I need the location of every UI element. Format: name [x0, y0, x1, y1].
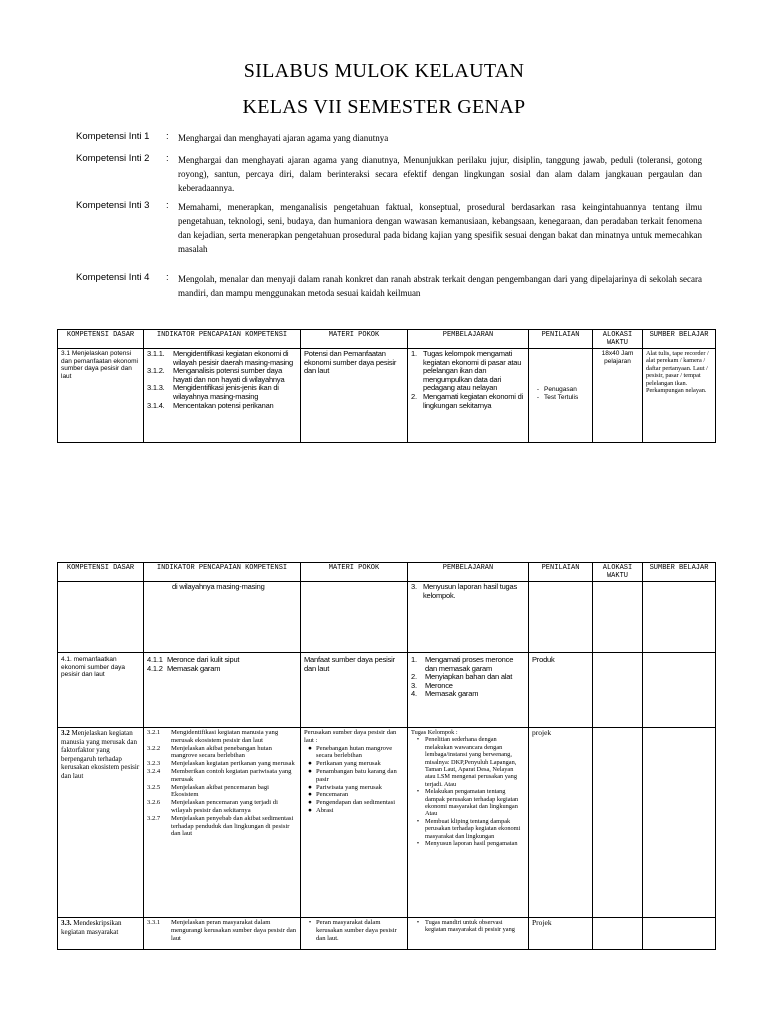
list-item: 3. Menyusun laporan hasil tugas kelompok. — [411, 582, 518, 600]
header-indikator: INDIKATOR PENCAPAIAN KOMPETENSI — [144, 563, 301, 582]
table-row — [58, 582, 716, 653]
kd-cell: 3.3. Mendeskripsikan kegiatan masyarakat — [58, 918, 144, 950]
list-item: 1. Tugas kelompok mengamati kegiatan ekonomi di pasar atau pelelangan ikan dan mengumpulkan data dari pedagang atau nelayan — [411, 349, 522, 393]
document-subtitle: KELAS VII SEMESTER GENAP — [242, 96, 526, 118]
materi-cell: Manfaat sumber daya pesisir dan laut — [301, 653, 408, 728]
list-item: 3.1.2. Menganalisis potensi sumber daya hayati dan non hayati di wilayahnya — [147, 366, 285, 384]
indikator-cell — [144, 653, 301, 728]
list-item: • Melakukan pengamatan tentang dampak perusakan terhadap kegiatan ekonomi masyarakat dan lingkungan Atau — [416, 788, 519, 818]
list-item: 3.1.3. Mengidentifikasi jenis-jenis ikan di wilayahnya masing-masing — [147, 383, 279, 401]
header-materi: MATERI POKOK — [301, 563, 408, 582]
kd-cell: 3.2 Menjelaskan kegiatan manusia yang merusak dan faktorfaktor yang berpengaruh terhadap kerusakan ekosistem pesisir dan laut — [58, 728, 144, 918]
list-item: 3.2.5 Menjelaskan akibat pencemaran bagi Ekosistem — [147, 783, 269, 799]
header-kd: KOMPETENSI DASAR — [58, 563, 144, 582]
table-row — [58, 918, 716, 950]
list-item: 4.1.1 Meronce dari kulit siput — [147, 655, 240, 664]
header-pembelajaran: PEMBELAJARAN — [408, 330, 529, 349]
list-item: - Test Tertulis — [536, 393, 579, 401]
kd-cell: 4.1. memanfaatkan ekonomi sumber daya pesisir dan laut — [58, 653, 144, 728]
header-penilaian: PENILAIAN — [529, 563, 593, 582]
list-item: • Penelitian sederhana dengan melakukan wawancara dengan lembaga/instansi yang berwenang, misalnya: DKP,Penyuluh Lapangan, Taman Laut, Aparat Desa, Nelayan atau LSM mengenai perusakan yang terjadi. Atau — [416, 736, 517, 788]
list-item: 3.1.1. Mengidentifikasi kegiatan ekonomi di wilayah pesisir daerah masing-masing — [147, 349, 293, 367]
indikator-cell — [144, 728, 301, 918]
list-item: 3.2.2 Menjelaskan akibat penebangan hutan mangrove secara berlebihan — [147, 744, 272, 760]
header-pembelajaran: PEMBELAJARAN — [408, 563, 529, 582]
header-indikator: INDIKATOR PENCAPAIAN KOMPETENSI — [144, 330, 301, 349]
header-waktu: ALOKASI WAKTU — [593, 563, 643, 582]
materi-cell: Perusakan sumber daya pesisir dan laut : ● Penebangan hutan mangrove secara berlebihan ● Perikanan yang merusak ● Penambangan batu karang dan pasir ● Pariwisata yang merusak ● Pencemaran ● Pengendapan dan sedimentasi ● Abrasi — [301, 728, 408, 918]
header-sumber: SUMBER BELAJAR — [643, 330, 716, 349]
header-kd: KOMPETENSI DASAR — [58, 330, 144, 349]
ki-colon: : — [166, 153, 169, 164]
header-materi: MATERI POKOK — [301, 330, 408, 349]
header-penilaian: PENILAIAN — [529, 330, 593, 349]
list-item: • Peran masyarakat dalam kerusakan sumber daya pesisir dan laut. — [308, 919, 397, 942]
ki-colon: : — [166, 200, 169, 211]
list-item: 4.1.2 Memasak garam — [147, 663, 221, 673]
list-item: 3.3.1 Menjelaskan peran masyarakat dalam mengurangi kerusakan sumber daya pesisir dan laut — [147, 919, 297, 942]
kd-cell: 3.1 Menjelaskan potensi dan pemanfaatan ekonomi sumber daya pesisir dan laut — [58, 349, 144, 443]
ki-text: Memahami, menerapkan, menganalisis pengetahuan faktual, konseptual, prosedural berdasarkan rasa keingintahuannya tentang ilmu pengetahuan, teknologi, seni, budaya, dan humaniora dengan wawasan kemanusiaan, kebangsaan, kenegaraan, dan peradaban terkait fenomena dan kejadian, serta menerapkan pengetahuan prosedural pada bidang kajian yang spesifik sesuai dengan bakat dan minatnya untuk memecahkan masalah — [178, 202, 702, 254]
list-item: • Membuat kliping tentang dampak perusakan terhadap kegiatan ekonomi masyarakat dan lingkungan — [416, 817, 521, 840]
ki-text: Menghargai dan menghayati ajaran agama yang dianutnya, Menunjukkan perilaku jujur, disiplin, tanggung jawab, peduli (toleransi, gotong royong), santun, percaya diri, dalam berinteraksi secara efektif dengan lingkungan sosial dan alam dalam jangkauan pergaulan dan keberadaannya. — [178, 155, 702, 193]
list-item: • Tugas mandiri untuk observasi kegiatan masyarakat di pesisir yang — [416, 919, 515, 934]
indikator-cell — [144, 918, 301, 950]
syllabus-table-2 — [57, 562, 716, 950]
ki-colon: : — [166, 272, 169, 283]
list-item: 3.2.7 Menjelaskan penyebab dan akibat sedimentasi terhadap penduduk dan lingkungan di pesisir dan laut — [147, 814, 294, 838]
ki-label: Kompetensi Inti 4 — [76, 272, 150, 283]
ki-label: Kompetensi Inti 1 — [76, 131, 150, 142]
penilaian-cell: projek — [529, 728, 593, 918]
ki-text: Mengolah, menalar dan menyaji dalam ranah konkret dan ranah abstrak terkait dengan pengembangan dari yang dipelajarinya di sekolah secara mandiri, dan mampu menggunakan metoda sesuai kaidah keilmuan — [178, 274, 702, 298]
pembelajaran-cell — [408, 918, 529, 950]
table-row — [58, 349, 716, 443]
penilaian-cell: Projek — [529, 918, 593, 950]
list-item: ● Pencemaran — [308, 791, 349, 799]
document-title: SILABUS MULOK KELAUTAN — [243, 60, 525, 82]
materi-cell: Potensi dan Pemanfaatan ekonomi sumber daya pesisir dan laut — [301, 349, 408, 443]
list-item: ● Pariwisata yang merusak — [308, 783, 382, 791]
list-item: ● Penebangan hutan mangrove secara berlebihan — [308, 744, 393, 760]
ki-label: Kompetensi Inti 3 — [76, 200, 150, 211]
table-header-row — [58, 330, 716, 349]
waktu-cell: 18x40 Jam pelajaran — [593, 349, 643, 443]
ki-label: Kompetensi Inti 2 — [76, 153, 150, 164]
list-item: - Penugasan — [536, 386, 577, 393]
pembelajaran-cell — [408, 653, 529, 728]
penilaian-cell: Produk — [529, 653, 593, 728]
table-header-row — [58, 563, 716, 582]
header-sumber: SUMBER BELAJAR — [643, 563, 716, 582]
list-item: 1. Mengamati proses meronce dan memasak garam — [411, 655, 514, 673]
list-item: 2. Menyiapkan bahan dan alat — [411, 672, 513, 682]
table-row — [58, 728, 716, 918]
indikator-cell — [144, 349, 301, 443]
list-item: ● Penambangan batu karang dan pasir — [308, 767, 397, 783]
list-item: ● Abrasi — [308, 806, 334, 814]
indikator-cell: di wilayahnya masing-masing — [144, 582, 301, 653]
syllabus-table-1 — [57, 329, 716, 443]
sumber-cell: Alat tulis, tape recorder / alat perekam / kamera / daftar pertanyaan. Laut / pesisir, pasar / tempat pelelangan ikan. Perkampungan nelayan. — [643, 349, 716, 443]
ki-colon: : — [166, 131, 169, 142]
list-item: 3. Meronce — [411, 680, 453, 690]
list-item: 3.2.4 Memberikan contoh kegiatan pariwisata yang merusak — [147, 767, 292, 783]
list-item: 4. Memasak garam — [411, 689, 479, 699]
materi-cell — [301, 918, 408, 950]
list-item: 2. Mengamati kegiatan ekonomi di lingkungan sekitarnya — [411, 391, 524, 410]
header-waktu: ALOKASI WAKTU — [593, 330, 643, 349]
list-item: ● Pengendapan dan sedimentasi — [308, 799, 396, 807]
ki-text: Menghargai dan menghayati ajaran agama yang dianutnya — [178, 133, 389, 143]
list-item: 3.1.4. Mencentakan potensi perikanan — [147, 400, 274, 410]
pembelajaran-cell: Tugas Kelompok : • Penelitian sederhana dengan melakukan wawancara dengan lembaga/instansi yang berwenang, misalnya: DKP,Penyuluh Lapangan, Taman Laut, Aparat Desa, Nelayan atau LSM mengenai perusakan yang terjadi. Atau • Melakukan pengamatan tentang dampak perusakan terhadap kegiatan ekonomi masyarakat dan lingkungan Atau • Membuat kliping tentang dampak perusakan terhadap kegiatan ekonomi masyarakat dan lingkungan • Menyusun laporan hasil pengamatan — [408, 728, 529, 918]
list-item: 3.2.1 Mengidentifikasi kegiatan manusia yang merusak ekosistem pesisir dan laut — [147, 729, 279, 744]
pembelajaran-cell — [408, 349, 529, 443]
table-row — [58, 653, 716, 728]
list-item: • Menyusun laporan hasil pengamatan — [416, 840, 518, 848]
list-item: 3.2.3 Menjelaskan kegiatan perikanan yang merusak — [147, 760, 295, 768]
pembelajaran-cell — [408, 582, 529, 653]
penilaian-cell — [529, 349, 593, 443]
list-item: ● Perikanan yang merusak — [308, 760, 381, 768]
list-item: 3.2.6 Menjelaskan pencemaran yang terjadi di wilayah pesisir dan sekitarnya — [147, 799, 278, 814]
